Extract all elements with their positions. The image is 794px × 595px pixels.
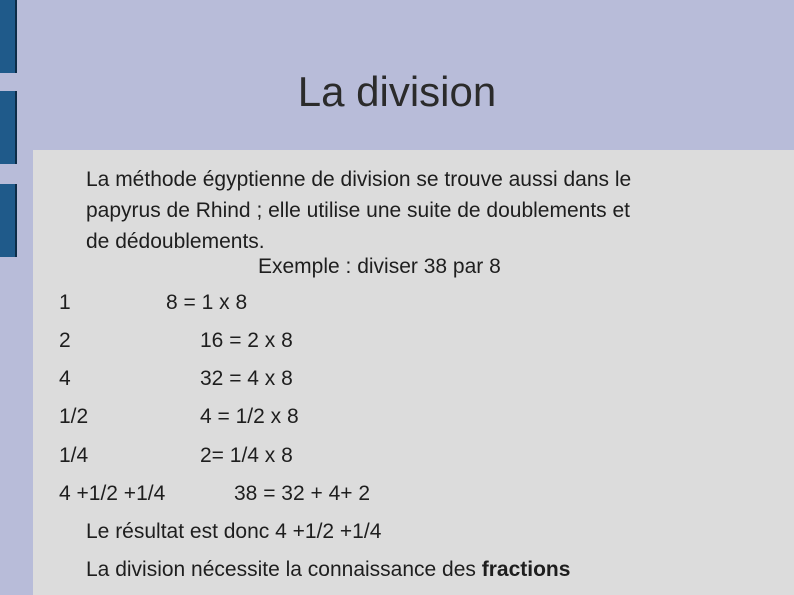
intro-line: La méthode égyptienne de division se trouve aussi dans le [86,168,632,191]
row-factor: 1 [59,291,71,314]
intro-paragraph [86,164,736,257]
intro-line: papyrus de Rhind ; elle utilise une suite de doublements et [86,199,631,222]
result-line: Le résultat est donc 4 +1/2 +1/4 [86,520,382,543]
row-factor: 1/4 [59,444,89,467]
intro-line: de dédoublements. [86,230,265,253]
row-equation: 2= 1/4 x 8 [200,444,293,467]
slide-content [33,150,794,595]
row-equation: 4 = 1/2 x 8 [200,405,299,428]
slide-title: La division [297,68,497,115]
row-factor: 4 +1/2 +1/4 [59,482,166,505]
row-equation: 16 = 2 x 8 [200,329,293,352]
accent-bar-bottom [0,184,17,257]
accent-bar-top [0,0,17,73]
row-factor: 1/2 [59,405,89,428]
row-factor: 4 [59,367,71,390]
conclusion-line [86,554,570,585]
example-heading: Exemple : diviser 38 par 8 [258,255,501,278]
row-equation: 38 = 32 + 4+ 2 [234,482,371,505]
row-equation: 8 = 1 x 8 [166,291,248,314]
conclusion-text: La division nécessite la connaissance des [86,558,482,581]
conclusion-bold-word: fractions [481,558,571,581]
row-equation: 32 = 4 x 8 [200,367,293,390]
row-factor: 2 [59,329,71,352]
